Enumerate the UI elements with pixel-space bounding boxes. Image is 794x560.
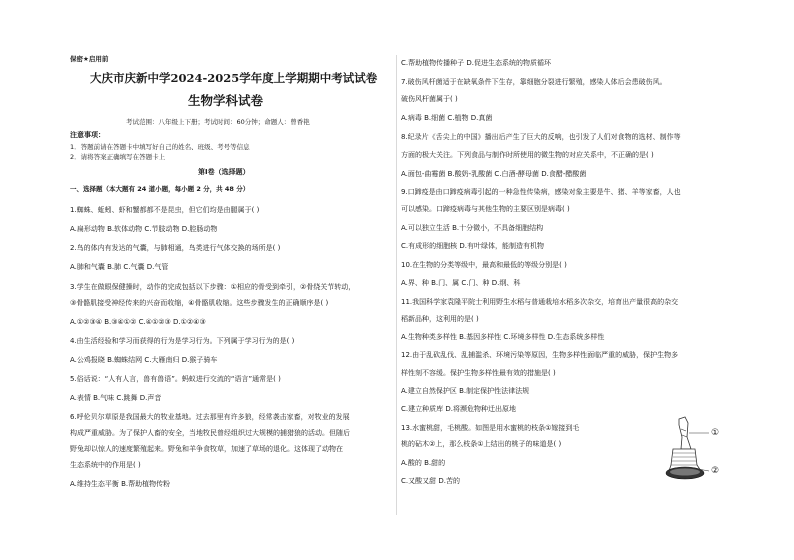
confidential-tag: 保密★启用前 [70, 55, 109, 63]
question-line: ③骨骼肌接受神经传来的兴奋而收缩，④骨骼肌收缩。这些步骤发生的正确顺序是( ) [70, 299, 329, 307]
note-line: 1．答题前请在答题卡中填写好自己的姓名、班级、考号等信息 [70, 143, 250, 151]
question-line: 7.破伤风杆菌适于在缺氧条件下生存，靠细胞分裂进行繁殖，感染人体后会患破伤风。 [401, 78, 667, 86]
question-line: C.帮助植物传播种子 D.促进生态系统的物质循环 [401, 59, 551, 67]
question-line: C.有成形的细胞核 D.有叶绿体，能制造有机物 [401, 242, 544, 250]
question-line: A.公鸡报晓 B.蜘蛛结网 C.大雁南归 D.猴子骑车 [70, 356, 218, 364]
question-line: A.生物种类多样性 B.基因多样性 C.环境多样性 D.生态系统多样性 [401, 333, 605, 341]
question-line: A.①②③④ B.③④①② C.④①②③ D.①②④③ [70, 318, 206, 326]
question-line: 桃的砧木②上，那么枝条①上结出的桃子的味道是( ) [401, 440, 562, 448]
section-instruction: 一、选择题（本大题有 24 道小题，每小题 2 分，共 48 分） [70, 185, 250, 193]
question-line: 2.鸟的体内有发达的气囊，与肺相通，鸟类进行气体交换的场所是( ) [70, 244, 281, 252]
note-line: 2．请将答案正确填写在答题卡上 [70, 153, 166, 161]
question-line: 稻新品种，这利用的是( ) [401, 315, 479, 323]
question-line: C.建立种质库 D.将濒危物种迁出原地 [401, 405, 516, 413]
question-line: 可以感染。口蹄疫病毒与其他生物的主要区别是病毒( ) [401, 205, 570, 213]
label-scion: ① [711, 428, 720, 438]
question-line: A.界、种 B.门、属 C.门、种 D.纲、科 [401, 279, 521, 287]
question-line: 8.纪录片《舌尖上的中国》播出后产生了巨大的反响，也引发了人们对食物的选材、制作等 [401, 133, 681, 141]
question-line: A.肺和气囊 B.肺 C.气囊 D.气管 [70, 263, 169, 271]
question-line: 方面的极大关注。下列食品与制作时所使用的微生物的对应关系中，不正确的是( ) [401, 151, 654, 159]
question-line: 13.水蜜桃甜，毛桃酸。如图是用水蜜桃的枝条①嫁接到毛 [401, 424, 580, 432]
section-title: 第I卷（选择题） [198, 168, 250, 176]
question-line: A.建立自然保护区 B.制定保护性法律法规 [401, 387, 530, 395]
label-rootstock: ② [711, 466, 720, 476]
exam-title: 大庆市庆新中学2024-2025学年度上学期期中考试试卷 [90, 71, 378, 85]
question-line: A.扁形动物 B.软体动物 C.节肢动物 D.腔肠动物 [70, 225, 218, 233]
question-line: 构成严重威胁。为了保护人畜的安全，当地牧民曾经组织过大规模的捕猎狼的活动。但随后 [70, 429, 350, 437]
question-line: 10.在生物的分类等级中，最高和最低的等级分别是( ) [401, 261, 567, 269]
question-line: A.面包-曲霉菌 B.酸奶-乳酸菌 C.白酒-酵母菌 D.食醋-醋酸菌 [401, 170, 587, 178]
exam-subtitle: 生物学科试卷 [188, 93, 264, 108]
question-line: 11.我国科学家袁隆平院士利用野生水稻与普通栽培水稻多次杂交，培育出产量很高的杂交 [401, 298, 679, 306]
grafting-figure [665, 415, 725, 485]
question-line: 样性刻不容缓。保护生物多样性最有效的措施是( ) [401, 369, 556, 377]
question-line: 3.学生在做眼保健操时，动作的完成包括以下步骤：①相应的骨受到牵引，②骨绕关节转动， [70, 283, 356, 291]
question-line: 6.呼伦贝尔草原是我国最大的牧业基地。过去那里有许多狼，经常袭击家畜，对牧业的发展 [70, 413, 350, 421]
question-line: 12.由于乱砍乱伐、乱捕滥杀、环境污染等原因，生物多样性面临严重的威胁，保护生物多 [401, 351, 679, 359]
question-line: A.表情 B.气味 C.跳舞 D.声音 [70, 394, 162, 402]
question-line: A.酸的 B.甜的 [401, 459, 446, 467]
column-divider [396, 55, 397, 515]
notes-title: 注意事项： [70, 131, 105, 139]
question-line: 4.由生活经验和学习而获得的行为是学习行为。下列属于学习行为的是( ) [70, 337, 295, 345]
question-line: C.又酸又甜 D.苦的 [401, 477, 460, 485]
question-line: A.可以独立生活 B.十分微小，不具备细胞结构 [401, 224, 544, 232]
question-line: 破伤风杆菌属于( ) [401, 95, 458, 103]
question-line: A.病毒 B.细菌 C.植物 D.真菌 [401, 114, 493, 122]
exam-info: 考试范围：八年级上下册；考试时间：60分钟；命题人：曾香艳 [126, 118, 310, 126]
question-line: 生态系统中的作用是( ) [70, 461, 141, 469]
question-line: 5.俗话说：“人有人言，兽有兽语”。蚂蚁进行交流的“语言”通常是( ) [70, 375, 281, 383]
question-line: 野兔却以惊人的速度繁殖起来。野兔和羊争食牧草，加速了草场的退化。这体现了动物在 [70, 445, 343, 453]
question-line: 1.蜘蛛、蚯蚓、虾和蟹都都不是昆虫，但它们均是由腿属于( ) [70, 206, 260, 214]
question-line: 9.口蹄疫是由口蹄疫病毒引起的一种急性传染病，感染对象主要是牛、猪、羊等家畜，人也 [401, 188, 681, 196]
question-line: A.维持生态平衡 B.帮助植物传粉 [70, 480, 171, 488]
